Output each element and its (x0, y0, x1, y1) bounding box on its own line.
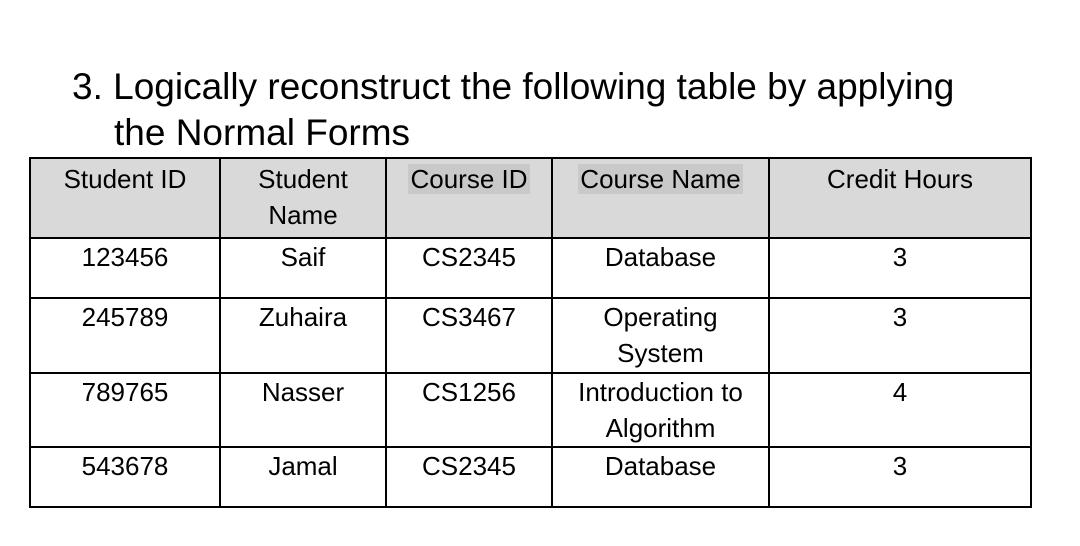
cell-credit-hours: 3 (769, 447, 1031, 507)
table-row (30, 238, 1031, 298)
cell-student-id: 123456 (30, 238, 220, 298)
header-course-name (552, 158, 769, 238)
header-credit-hours (769, 158, 1031, 238)
table-row (30, 447, 1031, 507)
cell-student-name: Saif (220, 238, 386, 298)
student-course-table (29, 157, 1032, 508)
header-student-id (30, 158, 220, 238)
question-line-1: 3. Logically reconstruct the following table by applying (72, 66, 955, 107)
cell-course-name-line1: Introduction to (578, 377, 743, 407)
cell-course-name-line1: Database (604, 242, 717, 272)
cell-student-name: Zuhaira (220, 298, 386, 373)
header-student-id-label: Student ID (63, 164, 187, 194)
header-course-id (386, 158, 552, 238)
cell-student-id: 543678 (30, 447, 220, 507)
cell-course-id: CS3467 (386, 298, 552, 373)
cell-student-name: Nasser (220, 373, 386, 447)
cell-course-id: CS2345 (386, 447, 552, 507)
header-course-id-label: Course ID (410, 164, 528, 194)
cell-student-name: Jamal (220, 447, 386, 507)
cell-course-name-line1: Database (604, 451, 717, 481)
header-student-name-line2: Name (268, 200, 338, 230)
cell-course-name-line1: Operating (603, 302, 718, 332)
table-row (30, 298, 1031, 373)
cell-student-id: 789765 (30, 373, 220, 447)
cell-course-name (552, 238, 769, 298)
question-text (72, 64, 1032, 156)
table-header-row (30, 158, 1031, 238)
cell-course-name-line2: Algorithm (605, 413, 716, 443)
cell-course-name (552, 373, 769, 447)
cell-course-id: CS1256 (386, 373, 552, 447)
table-row (30, 373, 1031, 447)
header-student-name-line1: Student (258, 164, 348, 194)
header-student-name (220, 158, 386, 238)
header-course-name-label: Course Name (580, 164, 741, 194)
cell-credit-hours: 3 (769, 298, 1031, 373)
cell-course-name (552, 298, 769, 373)
question-line-2: the Normal Forms (114, 112, 411, 153)
cell-course-id: CS2345 (386, 238, 552, 298)
header-credit-hours-label: Credit Hours (827, 164, 973, 194)
cell-credit-hours: 4 (769, 373, 1031, 447)
cell-student-id: 245789 (30, 298, 220, 373)
cell-credit-hours: 3 (769, 238, 1031, 298)
cell-course-name (552, 447, 769, 507)
cell-course-name-line2: System (617, 338, 704, 368)
